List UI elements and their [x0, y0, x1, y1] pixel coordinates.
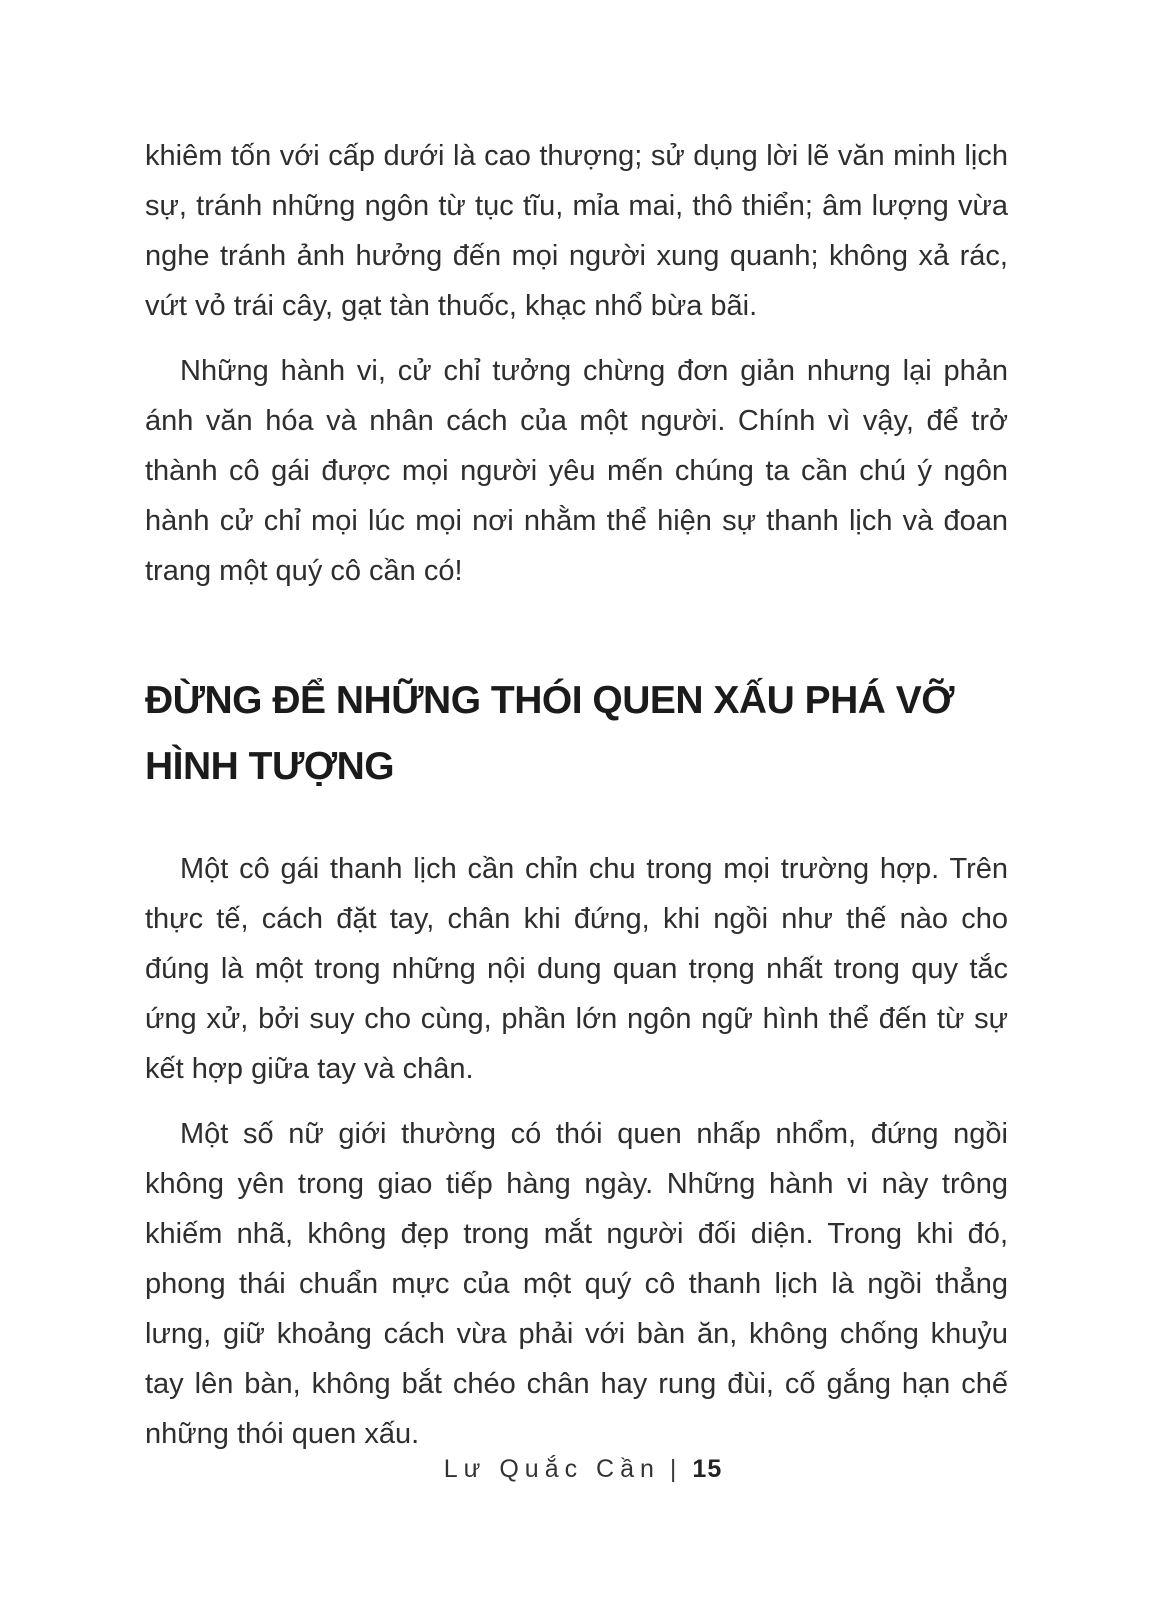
author-name: Lư Quắc Cần	[443, 1455, 660, 1483]
section-heading: ĐỪNG ĐỂ NHỮNG THÓI QUEN XẤU PHÁ VỠ HÌNH TƯỢNG	[145, 679, 955, 788]
paragraph: Một số nữ giới thường có thói quen nhấp nhổm, đứng ngồi không yên trong giao tiếp hàng ngày. Những hành vi này trông khiếm nhã, không đẹp trong mắt người đối diện. Trong khi đó, phong thái chuẩn mực của một quý cô thanh lịch là ngồi thẳng lưng, giữ khoảng cách vừa phải với bàn ăn, không chống khuỷu tay lên bàn, không bắt chéo chân hay rung đùi, cố gắng hạn chế những thói quen xấu.	[145, 1118, 1008, 1450]
footer-separator: |	[669, 1455, 677, 1483]
page-number: 15	[692, 1455, 723, 1483]
page-footer	[0, 1452, 1166, 1486]
paragraph: Một cô gái thanh lịch cần chỉn chu trong mọi trường hợp. Trên thực tế, cách đặt tay, chân khi đứng, khi ngồi như thế nào cho đúng là một trong những nội dung quan trọng nhất trong quy tắc ứng xử, bởi suy cho cùng, phần lớn ngôn ngữ hình thể đến từ sự kết hợp giữa tay và chân.	[145, 853, 1008, 1085]
paragraph: Những hành vi, cử chỉ tưởng chừng đơn giản nhưng lại phản ánh văn hóa và nhân cách của một người. Chính vì vậy, để trở thành cô gái được mọi người yêu mến chúng ta cần chú ý ngôn hành cử chỉ mọi lúc mọi nơi nhằm thể hiện sự thanh lịch và đoan trang một quý cô cần có!	[145, 355, 1008, 587]
paragraph-continuation: khiêm tốn với cấp dưới là cao thượng; sử dụng lời lẽ văn minh lịch sự, tránh những ngôn từ tục tĩu, mỉa mai, thô thiển; âm lượng vừa nghe tránh ảnh hưởng đến mọi người xung quanh; không xả rác, vứt vỏ trái cây, gạt tàn thuốc, khạc nhổ bừa bãi.	[145, 140, 1008, 322]
page-content	[145, 131, 1008, 1474]
